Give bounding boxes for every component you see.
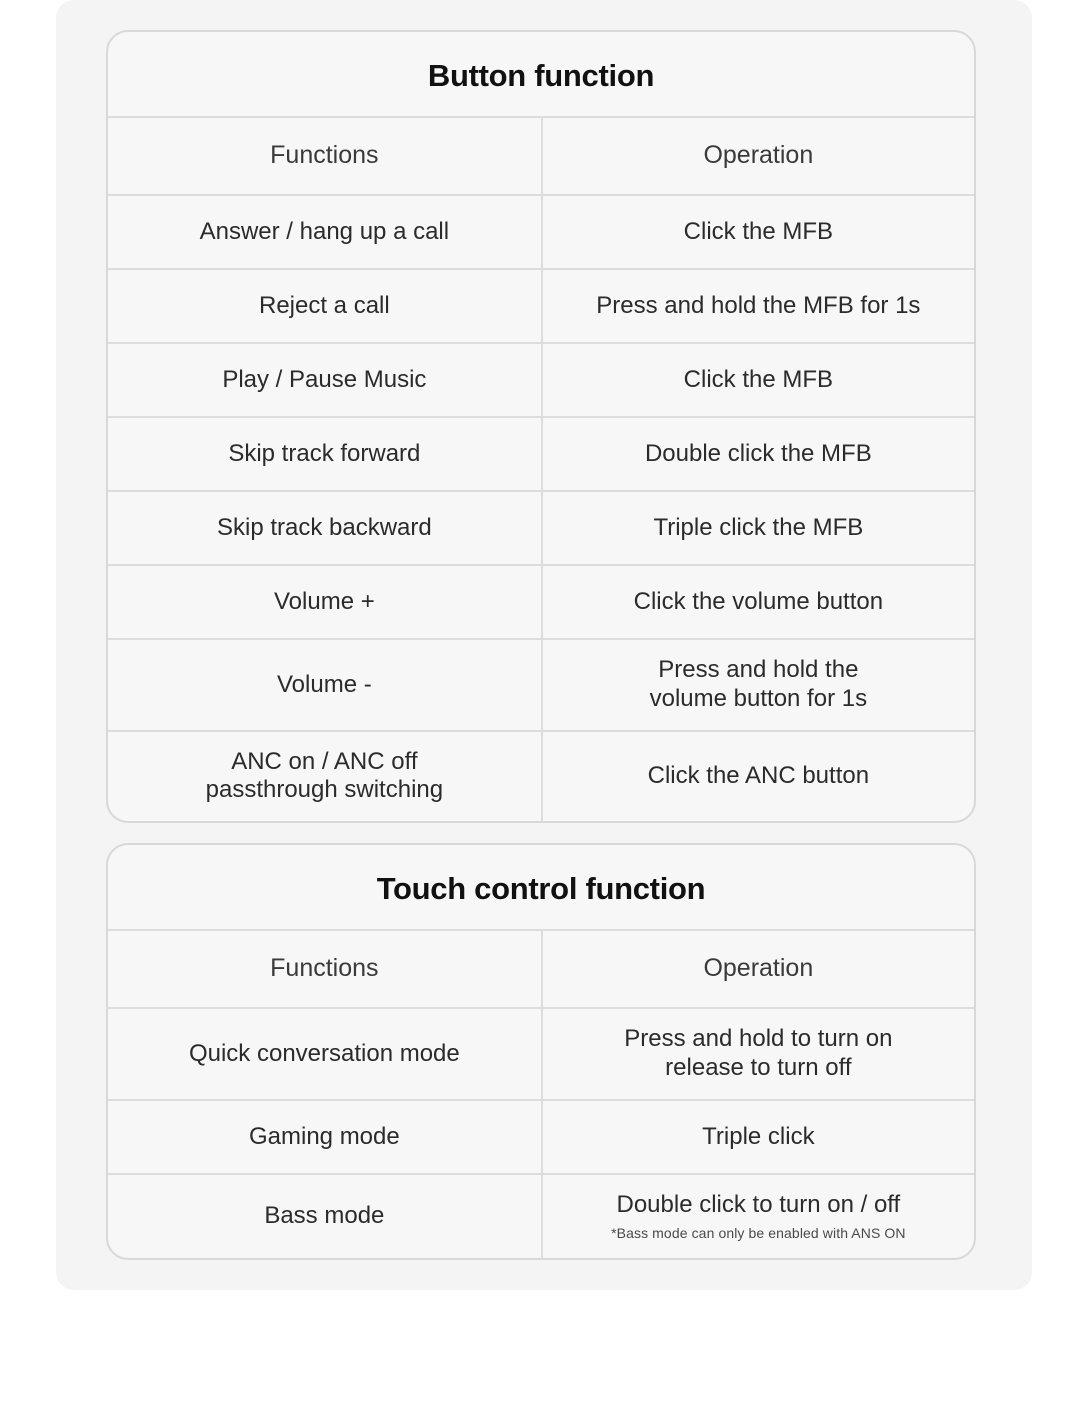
card-title-button-function: Button function [108, 32, 974, 118]
table-header-row [108, 118, 974, 196]
function-cell: Skip track backward [108, 492, 543, 564]
table-row [108, 732, 974, 822]
table-row [108, 270, 974, 344]
column-header-functions: Functions [108, 118, 543, 194]
column-header-functions: Functions [108, 931, 543, 1007]
operation-cell: Triple click [702, 1122, 815, 1150]
function-cell: Play / Pause Music [108, 344, 543, 416]
cards-container [106, 30, 976, 1260]
operation-cell [543, 1175, 974, 1258]
button-function-card [106, 30, 976, 823]
operation-cell: Click the ANC button [647, 762, 870, 790]
function-cell: Bass mode [108, 1175, 543, 1258]
operation-cell: Click the MFB [683, 365, 834, 393]
operation-note: *Bass mode can only be enabled with ANS ON [611, 1225, 906, 1242]
table-row [108, 344, 974, 418]
function-line-1: ANC on / ANC off [231, 747, 418, 775]
table-row [108, 418, 974, 492]
table-row [108, 196, 974, 270]
function-cell [108, 732, 543, 822]
function-cell: Gaming mode [108, 1101, 543, 1173]
card-title-touch-control-function: Touch control function [108, 845, 974, 931]
table-row [108, 640, 974, 732]
function-cell: Quick conversation mode [108, 1009, 543, 1099]
operation-cell: Click the MFB [683, 217, 834, 245]
operation-cell [543, 1009, 974, 1099]
function-cell: Volume - [108, 640, 543, 730]
function-cell: Skip track forward [108, 418, 543, 490]
operation-cell [543, 640, 974, 730]
function-cell: Volume + [108, 566, 543, 638]
function-cell: Reject a call [108, 270, 543, 342]
operation-cell: Press and hold the MFB for 1s [596, 291, 921, 319]
column-header-operation: Operation [703, 954, 814, 983]
operation-text: Double click to turn on / off [616, 1190, 901, 1218]
function-line-2: passthrough switching [205, 776, 444, 804]
table-row [108, 566, 974, 640]
function-cell: Answer / hang up a call [108, 196, 543, 268]
operation-line-2: volume button for 1s [649, 684, 868, 712]
operation-line-2: release to turn off [665, 1053, 852, 1081]
operation-line-1: Press and hold to turn on [624, 1025, 893, 1053]
table-row [108, 1101, 974, 1175]
column-header-operation: Operation [703, 141, 814, 170]
table-header-row [108, 931, 974, 1009]
operation-line-1: Press and hold the [658, 656, 859, 683]
table-row [108, 492, 974, 566]
table-row [108, 1009, 974, 1101]
operation-cell: Click the volume button [633, 587, 884, 615]
table-row [108, 1175, 974, 1258]
operation-cell: Triple click the MFB [653, 513, 864, 541]
touch-control-function-card [106, 843, 976, 1259]
operation-cell: Double click the MFB [644, 439, 872, 467]
